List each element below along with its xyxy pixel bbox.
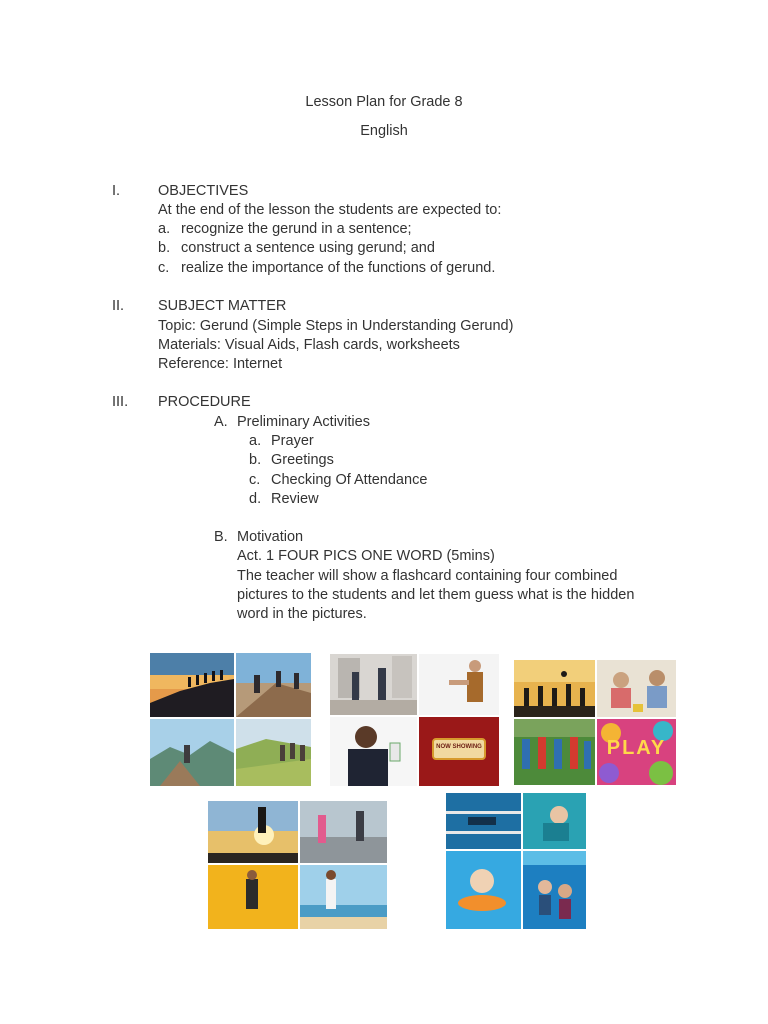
play-letters-photo	[597, 719, 676, 785]
preliminary-letter: A.	[214, 414, 228, 430]
office-meeting-photo	[330, 654, 417, 715]
swimmer-lane-photo	[446, 793, 521, 849]
hikers-meadow-photo	[236, 719, 311, 786]
objective-item-b: construct a sentence using gerund; and	[181, 240, 435, 256]
preliminary-item-attendance: Checking Of Attendance	[271, 472, 428, 488]
now-showing-sign-photo	[419, 717, 499, 786]
preliminary-letter-b: b.	[249, 452, 262, 468]
talking-collage	[330, 654, 499, 786]
preliminary-letter-d: d.	[249, 491, 262, 507]
objectives-heading: OBJECTIVES	[158, 183, 249, 199]
motivation-line-1: The teacher will show a flashcard containing four combined	[237, 568, 618, 584]
kids-soccer-photo	[514, 719, 595, 785]
subject-reference: Reference: Internet	[158, 356, 283, 372]
hikers-sunset-photo	[150, 653, 234, 717]
motivation-activity: Act. 1 FOUR PICS ONE WORD (5mins)	[237, 548, 495, 564]
kids-silhouette-photo	[514, 660, 595, 717]
man-pointing-photo	[419, 654, 499, 715]
objective-item-c: realize the importance of the functions of gerund.	[181, 260, 496, 276]
kid-float-photo	[446, 851, 521, 929]
page-title: Lesson Plan for Grade 8	[305, 94, 463, 110]
jump-beach-photo	[300, 865, 387, 929]
section-numeral-procedure: III.	[112, 394, 129, 410]
hiking-collage	[150, 653, 311, 786]
jumping-collage	[208, 801, 387, 929]
subject-topic: Topic: Gerund (Simple Steps in Understanding Gerund)	[158, 318, 514, 334]
subject-matter-heading: SUBJECT MATTER	[158, 298, 287, 314]
kids-diving-photo	[523, 851, 586, 929]
hiker-mountain-photo	[150, 719, 234, 786]
preliminary-item-greetings: Greetings	[271, 452, 334, 468]
motivation-line-2: pictures to the students and let them guess what is the hidden	[237, 587, 635, 603]
preliminary-letter-c: c.	[249, 472, 261, 488]
preliminary-title: Preliminary Activities	[237, 414, 370, 430]
kids-blocks-photo	[597, 660, 676, 717]
objective-item-a: recognize the gerund in a sentence;	[181, 221, 412, 237]
now-showing-sign-text: NOW SHOWING	[436, 744, 482, 750]
objectives-intro: At the end of the lesson the students are expected to:	[158, 202, 502, 218]
subject-materials: Materials: Visual Aids, Flash cards, worksheets	[158, 337, 460, 353]
subject-title: English	[360, 123, 408, 139]
motivation-title: Motivation	[237, 529, 304, 545]
objective-letter-b: b.	[158, 240, 171, 256]
jump-runners-photo	[300, 801, 387, 863]
swimming-collage	[446, 793, 586, 929]
preliminary-item-review: Review	[271, 491, 319, 507]
procedure-heading: PROCEDURE	[158, 394, 251, 410]
kid-underwater-photo	[523, 793, 586, 849]
preliminary-item-prayer: Prayer	[271, 433, 314, 449]
hikers-ridge-photo	[236, 653, 311, 717]
playing-collage	[514, 660, 676, 785]
motivation-line-3: word in the pictures.	[237, 606, 367, 622]
section-numeral-objectives: I.	[112, 183, 121, 199]
jump-yellow-photo	[208, 865, 298, 929]
section-numeral-subject-matter: II.	[112, 298, 125, 314]
objective-letter-c: c.	[158, 260, 170, 276]
motivation-letter: B.	[214, 529, 228, 545]
preliminary-letter-a: a.	[249, 433, 262, 449]
objective-letter-a: a.	[158, 221, 171, 237]
man-phone-photo	[330, 717, 417, 786]
play-letters-text: PLAY	[606, 737, 667, 759]
jump-sunset-photo	[208, 801, 298, 863]
